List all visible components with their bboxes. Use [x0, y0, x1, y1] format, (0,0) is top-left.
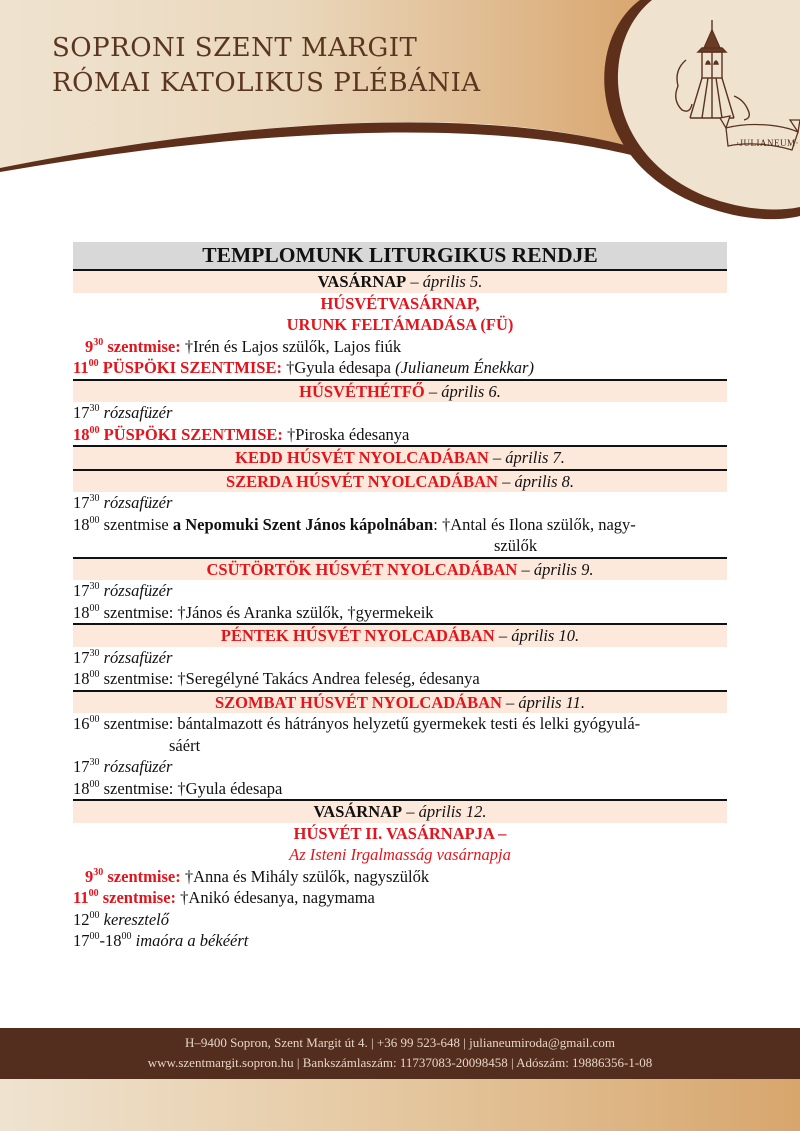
entry-minute: 00 — [89, 931, 100, 942]
schedule-entry — [73, 887, 727, 909]
footer-gradient-band — [0, 1079, 800, 1131]
schedule-entry — [73, 778, 727, 800]
entry-note: (Julianeum Énekkar) — [395, 358, 534, 377]
entry-text: rózsafüzér — [99, 581, 173, 600]
day-header-friday-10 — [73, 623, 727, 647]
entry-text: rózsafüzér — [99, 647, 173, 667]
parish-name-line1: SOPRONI SZENT MARGIT — [52, 33, 418, 63]
footer-address-line: H–9400 Sopron, Szent Margit út 4. | +36 99 523-648 | julianeumiroda@gmail.com — [184, 1035, 616, 1050]
entry-text: †Anikó édesanya, nagymama — [176, 888, 375, 907]
day-header-wednesday-8 — [73, 469, 727, 493]
entry-separator: - — [99, 931, 105, 950]
entry-hour: 11 — [73, 358, 89, 377]
entry-label: PÜSPÖKI SZENTMISE: — [99, 424, 283, 444]
entry-minute: 00 — [88, 358, 99, 369]
entry-minute: 00 — [89, 778, 100, 790]
schedule-entry — [73, 514, 727, 536]
entry-text: szentmise: bántalmazott és hátrányos helyzetű gyermekek testi és lelki gyógyulá- — [99, 714, 641, 733]
day-date: – április 8. — [497, 471, 575, 491]
day-name: VASÁRNAP — [317, 272, 407, 291]
entry-text: szentmise: †János és Aranka szülők, †gyermekeik — [99, 602, 434, 622]
entry-minute: 30 — [89, 403, 100, 414]
feast-title: HÚSVÉT II. VASÁRNAPJA – — [293, 823, 507, 843]
entry-minute-end: 00 — [121, 931, 132, 942]
entry-minute: 30 — [89, 581, 100, 592]
entry-place: a Nepomuki Szent János kápolnában — [172, 514, 434, 534]
letterhead — [0, 0, 800, 240]
entry-hour: 18 — [73, 778, 90, 798]
feast-subtitle: URUNK FELTÁMADÁSA (FÜ) — [286, 315, 514, 334]
entry-hour: 16 — [73, 714, 90, 733]
footer-contact — [0, 1028, 800, 1079]
entry-text: †Piroska édesanya — [282, 424, 410, 444]
entry-hour: 18 — [73, 514, 90, 534]
entry-hour: 17 — [73, 647, 90, 667]
entry-label: szentmise: — [103, 866, 181, 886]
feast-subtitle: Az Isteni Irgalmasság vasárnapja — [289, 845, 511, 864]
entry-label: szentmise: — [98, 888, 177, 907]
entry-text: †Irén és Lajos szülők, Lajos fiúk — [180, 336, 402, 356]
entry-minute: 00 — [89, 669, 100, 680]
entry-hour-end: 18 — [105, 931, 122, 950]
day-date: – április 10. — [494, 626, 580, 645]
schedule-entry — [73, 402, 727, 424]
entry-hour: 18 — [73, 424, 90, 444]
entry-minute: 00 — [88, 888, 99, 899]
entry-hour: 11 — [73, 888, 89, 907]
entry-label: PÜSPÖKI SZENTMISE: — [98, 358, 282, 377]
day-date: – április 7. — [488, 448, 565, 467]
schedule-entry — [73, 668, 727, 690]
entry-text: : †Antal és Ilona szülők, nagy- — [433, 514, 636, 534]
entry-minute: 00 — [89, 714, 100, 725]
entry-hour: 17 — [73, 931, 90, 950]
entry-minute: 30 — [89, 647, 100, 659]
entry-minute: 30 — [89, 757, 100, 768]
day-name: PÉNTEK HÚSVÉT NYOLCADÁBAN — [220, 626, 495, 645]
parish-name-line2: RÓMAI KATOLIKUS PLÉBÁNIA — [52, 68, 481, 98]
schedule-entry — [73, 336, 727, 358]
entry-text: szentmise: †Gyula édesapa — [99, 778, 283, 798]
schedule-entry — [73, 357, 727, 379]
day-date: – április 12. — [402, 802, 487, 821]
entry-text: rózsafüzér — [99, 403, 173, 422]
entry-text: szentmise: †Seregélyné Takács Andrea feleség, édesanya — [99, 669, 480, 688]
day-header-thursday-9 — [73, 557, 727, 581]
entry-hour: 9 — [85, 866, 94, 886]
day-date: – április 11. — [501, 692, 586, 712]
day-date: – április 9. — [517, 559, 594, 579]
entry-minute: 30 — [93, 866, 104, 878]
day-name: KEDD HÚSVÉT NYOLCADÁBAN — [235, 448, 489, 467]
entry-pre: szentmise — [99, 514, 173, 534]
schedule-entry — [73, 756, 727, 778]
schedule-entry — [73, 909, 727, 931]
entry-hour: 18 — [73, 669, 90, 688]
day-date: – április 6. — [424, 381, 501, 401]
footer-bank-line: www.szentmargit.sopron.hu | Bankszámlaszám: 11737083-20098458 | Adószám: 19886356-1-08 — [147, 1055, 653, 1070]
entry-minute: 00 — [89, 424, 100, 436]
schedule-entry — [73, 930, 727, 952]
entry-label: szentmise: — [103, 336, 181, 356]
entry-hour: 17 — [73, 403, 90, 422]
day-name: CSÜTÖRTÖK HÚSVÉT NYOLCADÁBAN — [206, 559, 518, 579]
entry-minute: 00 — [89, 602, 100, 614]
schedule-entry — [73, 424, 727, 446]
day-name: HÚSVÉTHÉTFŐ — [299, 381, 425, 401]
seal-label: ·JULIANEUM· — [736, 138, 799, 148]
schedule-entry — [73, 602, 727, 624]
seal-disc — [618, 0, 800, 209]
entry-minute: 00 — [89, 514, 100, 526]
day-header-tuesday-7 — [73, 445, 727, 469]
schedule-entry — [73, 647, 727, 669]
schedule-entry — [73, 580, 727, 602]
entry-hour: 17 — [73, 581, 90, 600]
entry-hour: 17 — [73, 493, 90, 512]
entry-continuation: sáért — [169, 735, 201, 755]
entry-text: keresztelő — [99, 909, 169, 929]
schedule-entry — [73, 713, 727, 735]
liturgical-schedule — [73, 242, 727, 952]
entry-minute: 30 — [93, 336, 104, 348]
schedule-title: TEMPLOMUNK LITURGIKUS RENDJE — [73, 242, 727, 271]
day-header-monday-6 — [73, 379, 727, 403]
entry-hour: 18 — [73, 602, 90, 622]
day-date: – április 5. — [406, 272, 483, 291]
entry-continuation: szülők — [494, 536, 538, 555]
entry-text: †Gyula édesapa — [281, 358, 396, 377]
day-name: SZERDA HÚSVÉT NYOLCADÁBAN — [225, 471, 498, 491]
entry-hour: 9 — [85, 336, 94, 356]
entry-text: rózsafüzér — [99, 757, 173, 776]
day-header-sunday-5 — [73, 271, 727, 293]
entry-minute: 00 — [89, 909, 100, 921]
entry-text: imaóra a békéért — [131, 931, 249, 950]
day-header-sunday-12 — [73, 799, 727, 823]
schedule-entry — [73, 492, 727, 514]
entry-hour: 12 — [73, 909, 90, 929]
feast-title: HÚSVÉTVASÁRNAP, — [320, 293, 480, 313]
entry-text: rózsafüzér — [99, 493, 173, 512]
schedule-entry — [73, 866, 727, 888]
entry-text: †Anna és Mihály szülők, nagyszülők — [180, 866, 430, 886]
entry-minute: 30 — [89, 493, 100, 504]
day-name: VASÁRNAP — [313, 802, 403, 821]
day-name: SZOMBAT HÚSVÉT NYOLCADÁBAN — [214, 692, 502, 712]
day-header-saturday-11 — [73, 690, 727, 714]
entry-hour: 17 — [73, 757, 90, 776]
